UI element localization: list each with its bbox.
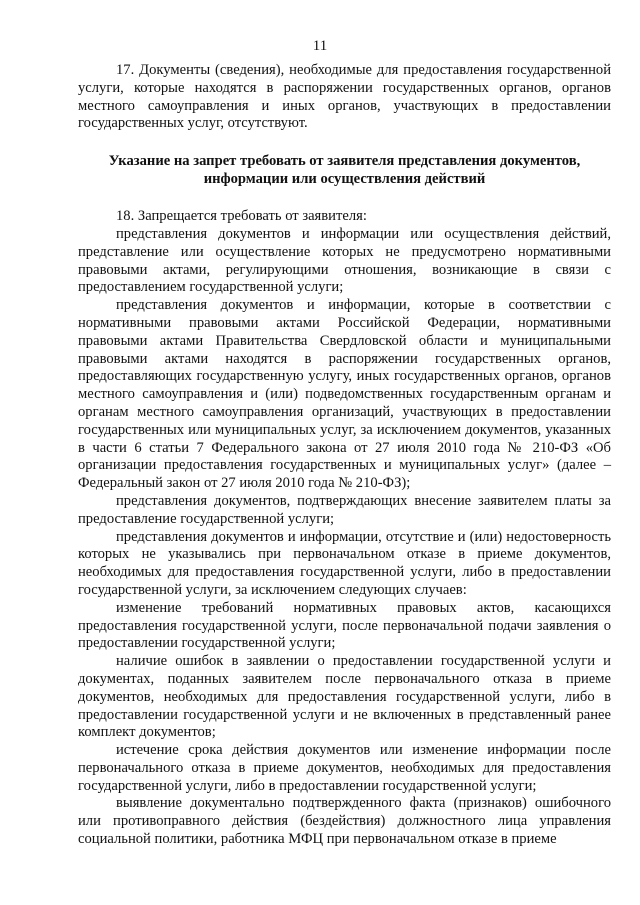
list-item: истечение срока действия документов или изменение информации после первоначального отказа в приеме документов, необходимых для предоставления государственной услуги, либо в предоставлении государственной услуги; [78,742,611,794]
list-item: наличие ошибок в заявлении о предоставлении государственной услуги и документах, поданных заявителем после первоначального отказа в приеме документов, необходимых для предоставления государственной услуги, либо в предоставлении государственной услуги и не включенных в представленный ранее комплект документов; [78,653,611,741]
list-item: изменение требований нормативных правовых актов, касающихся предоставления государственной услуги, после первоначальной подачи заявления о предоставлении государственной услуги; [78,599,611,652]
list-item: представления документов и информации, отсутствие и (или) недостоверность которых не указывались при первоначальном отказе в приеме документов, необходимых для предоставления государственной услуги, либо в предоставлении государственной услуги, за исключением следующих случаев: [78,528,611,598]
paragraph-18-intro: 18. Запрещается требовать от заявителя: [116,208,367,225]
list-item: представления документов и информации, которые в соответствии с нормативными правовыми актами Российской Федерации, нормативными правовыми актами Правительства Свердловской области и муниципальными правовыми актами находятся в распоряжении государственных органов, предоставляющих государственную услугу, иных государственных органов, органов местного самоуправления и (или) подведомственных государственным органам и органам местного самоуправления организаций, участвующих в предоставлении государственных или муниципальных услуг, за исключением документов, указанных в части 6 статьи 7 Федерального закона от 27 июля 2010 года № 210-ФЗ «Об организации предоставления государственных и муниципальных услуг» (далее – Федеральный закон от 27 июля 2010 года № 210-ФЗ); [78,297,611,492]
list-item: представления документов, подтверждающих внесение заявителем платы за предоставление государственной услуги; [78,492,611,527]
paragraph-17: 17. Документы (сведения), необходимые для предоставления государственной услуги, которые находятся в распоряжении государственных органов, органов местного самоуправления и иных органов, участвующих в предоставлении государственных услуг, отсутствуют. [78,62,611,132]
list-item: выявление документально подтвержденного факта (признаков) ошибочного или противоправного действия (бездействия) должностного лица управления социальной политики, работника МФЦ при первоначальном отказе в приеме [78,795,611,848]
page-number: 11 [312,38,328,54]
list-item: представления документов и информации или осуществления действий, представление или осуществление которых не предусмотрено нормативными правовыми актами, регулирующими отношения, возникающие в связи с предоставлением государственной услуги; [78,225,611,296]
section-heading: Указание на запрет требовать от заявителя представления документов, информации или осуществления действий [108,153,581,188]
document-body [78,62,611,849]
